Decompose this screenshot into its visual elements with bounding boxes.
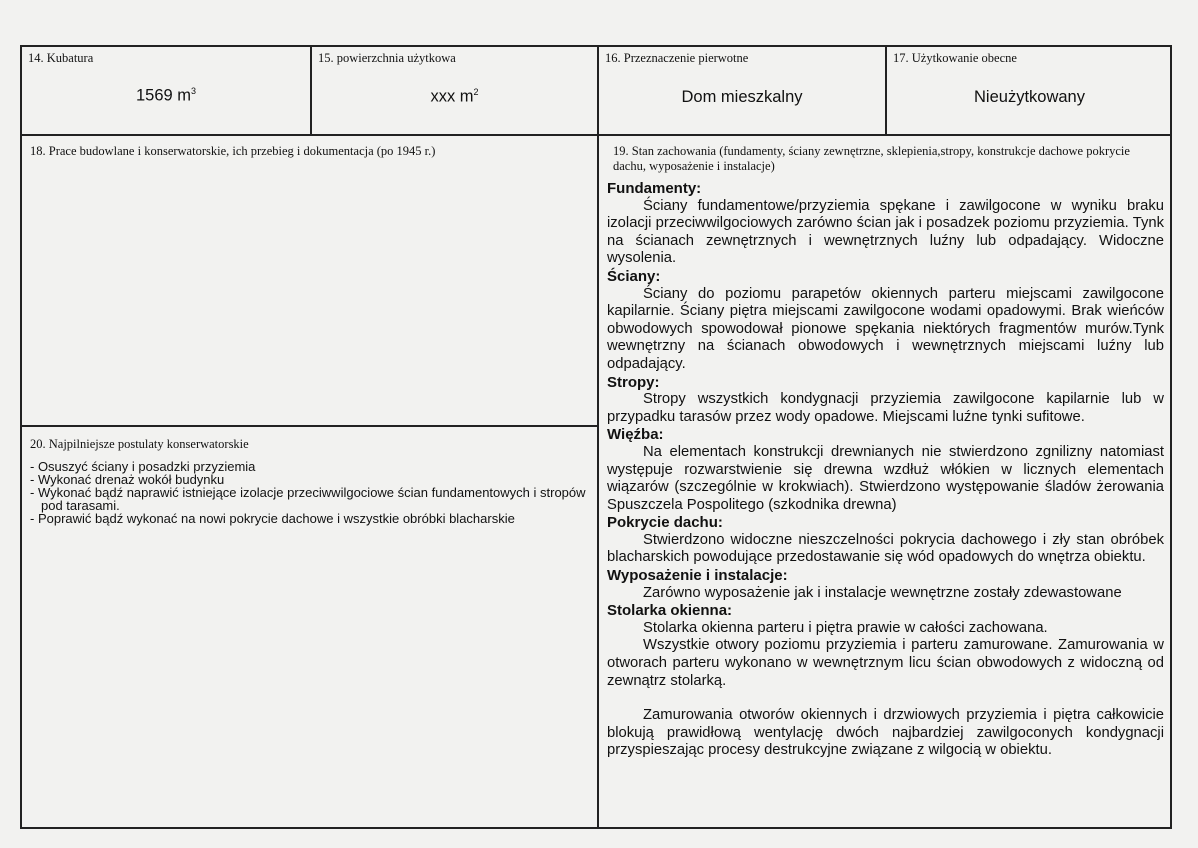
powierzchnia-label: 15. powierzchnia użytkowa xyxy=(318,51,456,65)
section-paragraph: Zamurowania otworów okiennych i drzwiowych przyziemia i piętra całkowicie blokują prawidłową wentylację dwóch najbardziej zawilgoconych kondygnacji przyspieszając procesy destrukcyjne związane z wilgocią w obiektu. xyxy=(607,707,1164,759)
cell-prace-budowlane xyxy=(22,136,597,425)
powierzchnia-value: xxx $m^2$ xyxy=(430,87,479,106)
prace-budowlane-label: 18. Prace budowlane i konserwatorskie, ich przebieg i dokumentacja (po 1945 r.) xyxy=(30,144,436,158)
postulaty-list xyxy=(30,460,589,525)
postulaty-label: 20. Najpilniejsze postulaty konserwatorskie xyxy=(30,437,249,451)
form-frame xyxy=(20,45,1172,829)
kubatura-label: 14. Kubatura xyxy=(28,51,94,65)
uzytkowanie-value: Nieużytkowany xyxy=(974,88,1085,106)
paragraph-gap xyxy=(607,690,1164,707)
przeznaczenie-label: 16. Przeznaczenie pierwotne xyxy=(605,51,749,65)
cell-stan-zachowania xyxy=(599,136,1172,829)
cell-kubatura xyxy=(22,47,310,134)
cell-postulaty xyxy=(22,427,597,829)
section-paragraph: Zarówno wyposażenie jak i instalacje wewnętrzne zostały zdewastowane xyxy=(643,584,1122,601)
section-heading: Fundamenty: xyxy=(607,180,702,197)
section-paragraph: Ściany fundamentowe/przyziemia spękane i zawilgocone w wyniku braku izolacji przeciwwilgociowych zarówno ścian jak i posadzek poziomu przyziemia. Tynk na ścianach zewnętrznych i wewnętrznych luźny lub odpadający. Widoczne wysolenia. xyxy=(607,197,1164,267)
section-paragraph: Stolarka okienna parteru i piętra prawie w całości zachowana. xyxy=(643,619,1048,636)
section-heading: Stolarka okienna: xyxy=(607,602,733,620)
section-paragraph: Stropy wszystkich kondygnacji przyziemia zawilgocone kapilarnie lub w przypadku tarasów przez wody opadowe. Miejscami luźne tynki sufitowe. xyxy=(607,391,1164,425)
cell-uzytkowanie xyxy=(887,47,1172,134)
kubatura-value: 1569 $m^3$ xyxy=(135,86,197,105)
uzytkowanie-label: 17. Użytkowanie obecne xyxy=(893,51,1017,65)
section-heading: Stropy: xyxy=(607,373,660,391)
section-paragraph: Stwierdzono widoczne nieszczelności pokrycia dachowego i zły stan obróbek blacharskich powodujące przedostawanie się wód opadowych do wnętrza obiektu. xyxy=(607,531,1164,566)
przeznaczenie-value: Dom mieszkalny xyxy=(681,88,803,106)
list-item: - Osuszyć ściany i posadzki przyziemia xyxy=(30,459,256,474)
section-heading: Więźba: xyxy=(607,426,664,444)
section-paragraph: Na elementach konstrukcji drewnianych nie stwierdzono zgnilizny natomiast występuje rozwarstwienie się drewna wzdłuż włókien w licznych elementach wiązarów (szczególnie w krokwiach). Stwierdzono występowanie śladów żerowania Spuszczela Pospolitego (szkodnika drewna) xyxy=(607,443,1164,513)
section-heading: Ściany: xyxy=(607,267,661,285)
stan-zachowania-label: 19. Stan zachowania (fundamenty, ściany zewnętrzne, sklepienia,stropy, konstrukcje dachowe pokrycie dachu, wyposażenie i instalacje) xyxy=(613,144,1130,173)
section-paragraph: Ściany do poziomu parapetów okiennych parteru miejscami zawilgocone kapilarnie. Ściany piętra miejscami zawilgocone wodami opadowymi. Brak wieńców obwodowych spowodował pionowe spękania niektórych fragmentów murów.Tynk wewnętrzny na ścianach obwodowych i wewnętrznych miejscami luźny lub odpadający. xyxy=(607,285,1164,372)
list-item: - Wykonać bądź naprawić istniejące izolacje przeciwwilgociowe ścian fundamentowych i stropów pod tarasami. xyxy=(30,485,586,513)
section-heading: Pokrycie dachu: xyxy=(607,514,723,532)
stan-zachowania-body xyxy=(607,180,1164,760)
list-item: - Poprawić bądź wykonać na nowi pokrycie dachowe i wszystkie obróbki blacharskie xyxy=(30,511,515,526)
cell-przeznaczenie xyxy=(599,47,885,134)
list-item: - Wykonać drenaż wokół budynku xyxy=(30,472,225,487)
cell-powierzchnia xyxy=(312,47,597,134)
section-paragraph: Wszystkie otwory poziomu przyziemia i parteru zamurowane. Zamurowania w otworach parteru wykonano w wewnętrznym licu ścian obwodowych z widoczną od zewnątrz stolarką. xyxy=(607,637,1164,689)
section-heading: Wyposażenie i instalacje: xyxy=(607,567,788,585)
